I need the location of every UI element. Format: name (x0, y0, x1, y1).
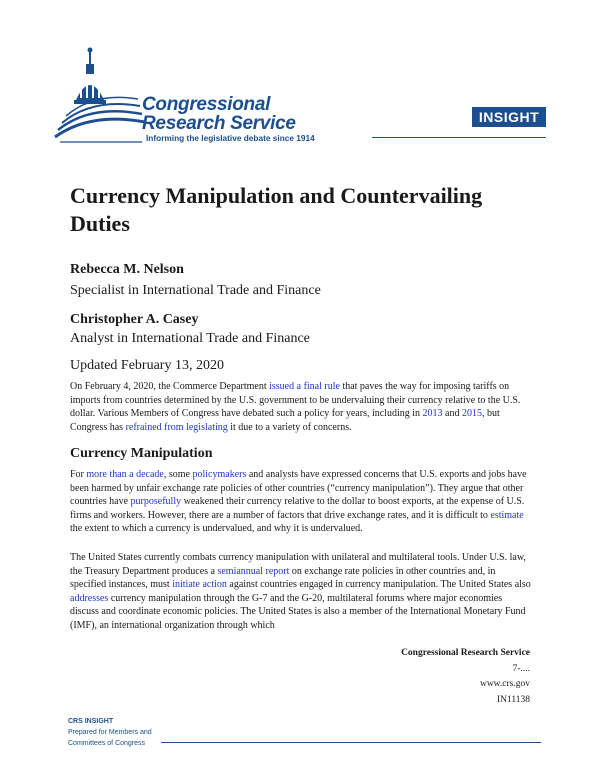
link-policymakers[interactable]: policymakers (192, 469, 247, 480)
link-estimate[interactable]: estimate (490, 509, 524, 521)
link-final-rule[interactable]: issued a final rule (269, 381, 340, 392)
link-purposefully[interactable]: purposefully (130, 496, 182, 507)
footer-series (68, 716, 152, 749)
link-refrained[interactable]: refrained from legislating (125, 421, 228, 433)
crs-logo (50, 42, 390, 152)
capitol-dome-icon (50, 42, 150, 152)
footer-page: 7-.... (512, 663, 530, 674)
author-name: Christopher A. Casey (70, 312, 199, 327)
footer-info (310, 646, 530, 708)
org-name-line1: Congressional (142, 94, 271, 115)
intro-paragraph: On February 4, 2020, the Commerce Department issued a final rule that paves the way for imposing tariffs on imports from countries determined by the U.S. government to be undervaluing their currency relative to the U.S. dollar. Various Members of Congress have debated such a policy for years, including in 2013 and 2015, but Congress has refrained from legislating it due to a variety of concerns. (70, 381, 521, 433)
footer-rule (161, 742, 541, 743)
footer-prepared-line2: Committees of Congress (68, 740, 146, 747)
link-2015[interactable]: 2015 (461, 408, 482, 419)
body-paragraph: For more than a decade, some policymakers and analysts have expressed concerns that U.S. exports and jobs have been harmed by unfair exchange rate policies of other countries (“currency manipulation”). They argue that other countries have purposefully weakened their currency relative to the dollar to boost exports, at the expense of U.S. firms and workers. However, there are a number of factors that drive exchange rates, and it is difficult to estimate the extent to which a currency is undervalued, and why it is undervalued. (70, 469, 527, 534)
footer-org: Congressional Research Service (401, 648, 530, 658)
link-addresses[interactable]: addresses (70, 592, 109, 604)
link-more-than-decade[interactable]: more than a decade (86, 469, 164, 480)
link-semiannual-report[interactable]: semiannual report (217, 565, 290, 577)
header-rule (372, 137, 546, 138)
insight-badge: INSIGHT (472, 107, 546, 127)
section-heading: Currency Manipulation (70, 446, 213, 461)
footer-report-id: IN11138 (496, 694, 530, 705)
footer-series-title: CRS INSIGHT (68, 718, 114, 725)
footer-prepared-line1: Prepared for Members and (68, 729, 152, 736)
link-initiate-action[interactable]: initiate action (172, 579, 227, 590)
author-role: Analyst in International Trade and Finance (70, 331, 310, 346)
footer-url: www.crs.gov (479, 679, 530, 689)
author-name: Rebecca M. Nelson (70, 262, 184, 277)
page-title: Currency Manipulation and Countervailing Duties (70, 183, 483, 236)
org-tagline: Informing the legislative debate since 1914 (146, 133, 315, 143)
author-role: Specialist in International Trade and Finance (70, 283, 321, 298)
updated-date: Updated February 13, 2020 (70, 358, 224, 373)
org-name-line2: Research Service (142, 113, 296, 134)
body-paragraph: The United States currently combats currency manipulation with unilateral and multilateral tools. Under U.S. law, the Treasury Department produces a semiannual report on exchange rate policies in other countries and, in specified instances, must initiate action against countries engaged in currency manipulation. The United States also addresses currency manipulation through the G-7 and the G-20, multilateral forums where major economies discuss and coordinate economic policies. The United States is also a member of the International Monetary Fund (IMF), an international organization through which (70, 552, 531, 631)
link-2013[interactable]: 2013 (422, 408, 443, 419)
